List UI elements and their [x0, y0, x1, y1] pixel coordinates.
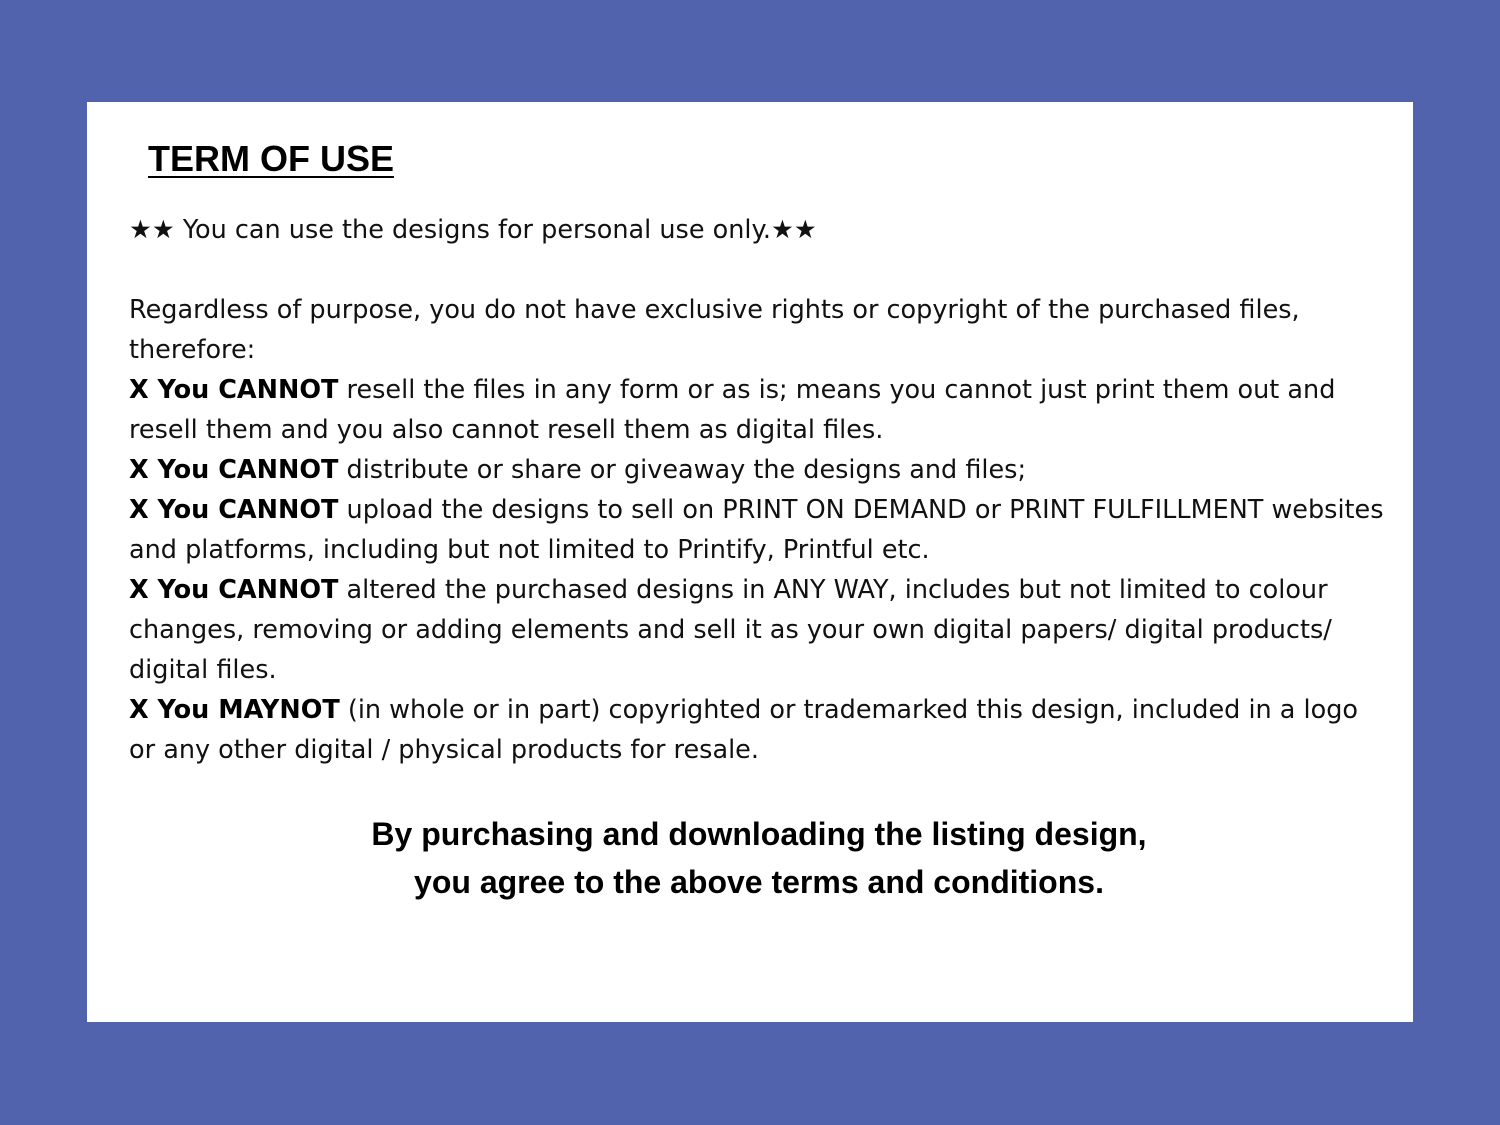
rule-text: upload the designs to sell on PRINT ON DEMAND or PRINT FULFILLMENT websites and platforms, including but not limited to Printify, Printful etc.: [129, 495, 1384, 565]
rule-item: [129, 450, 1391, 490]
rule-item: [129, 490, 1391, 570]
spacer: [129, 250, 1391, 290]
preamble-text: Regardless of purpose, you do not have exclusive rights or copyright of the purchased files, therefore:: [129, 295, 1300, 365]
rule-text: altered the purchased designs in ANY WAY, includes but not limited to colour changes, removing or adding elements and sell it as your own digital papers/ digital products/ digital files.: [129, 575, 1332, 685]
terms-body: [129, 210, 1391, 770]
personal-use-notice: ★★ You can use the designs for personal use only.★★: [129, 215, 817, 245]
rule-item: [129, 570, 1391, 690]
rule-text: resell the files in any form or as is; means you cannot just print them out and resell them and you also cannot resell them as digital files.: [129, 375, 1336, 445]
rule-lead: X You MAYNOT: [129, 695, 340, 725]
rule-lead: X You CANNOT: [129, 495, 339, 525]
rule-item: [129, 370, 1391, 450]
agreement-line-1: By purchasing and downloading the listing design,: [371, 816, 1147, 852]
page-title: TERM OF USE: [148, 138, 395, 179]
agreement-line-2: you agree to the above terms and conditions.: [414, 864, 1104, 900]
rule-text: (in whole or in part) copyrighted or trademarked this design, included in a logo or any other digital / physical products for resale.: [129, 695, 1358, 765]
rule-item: [129, 690, 1391, 770]
agreement-statement: [87, 810, 1431, 906]
rule-lead: X You CANNOT: [129, 455, 339, 485]
rule-lead: X You CANNOT: [129, 375, 339, 405]
rule-text: distribute or share or giveaway the designs and files;: [338, 455, 1027, 485]
rule-lead: X You CANNOT: [129, 575, 339, 605]
terms-card: [87, 102, 1413, 1022]
